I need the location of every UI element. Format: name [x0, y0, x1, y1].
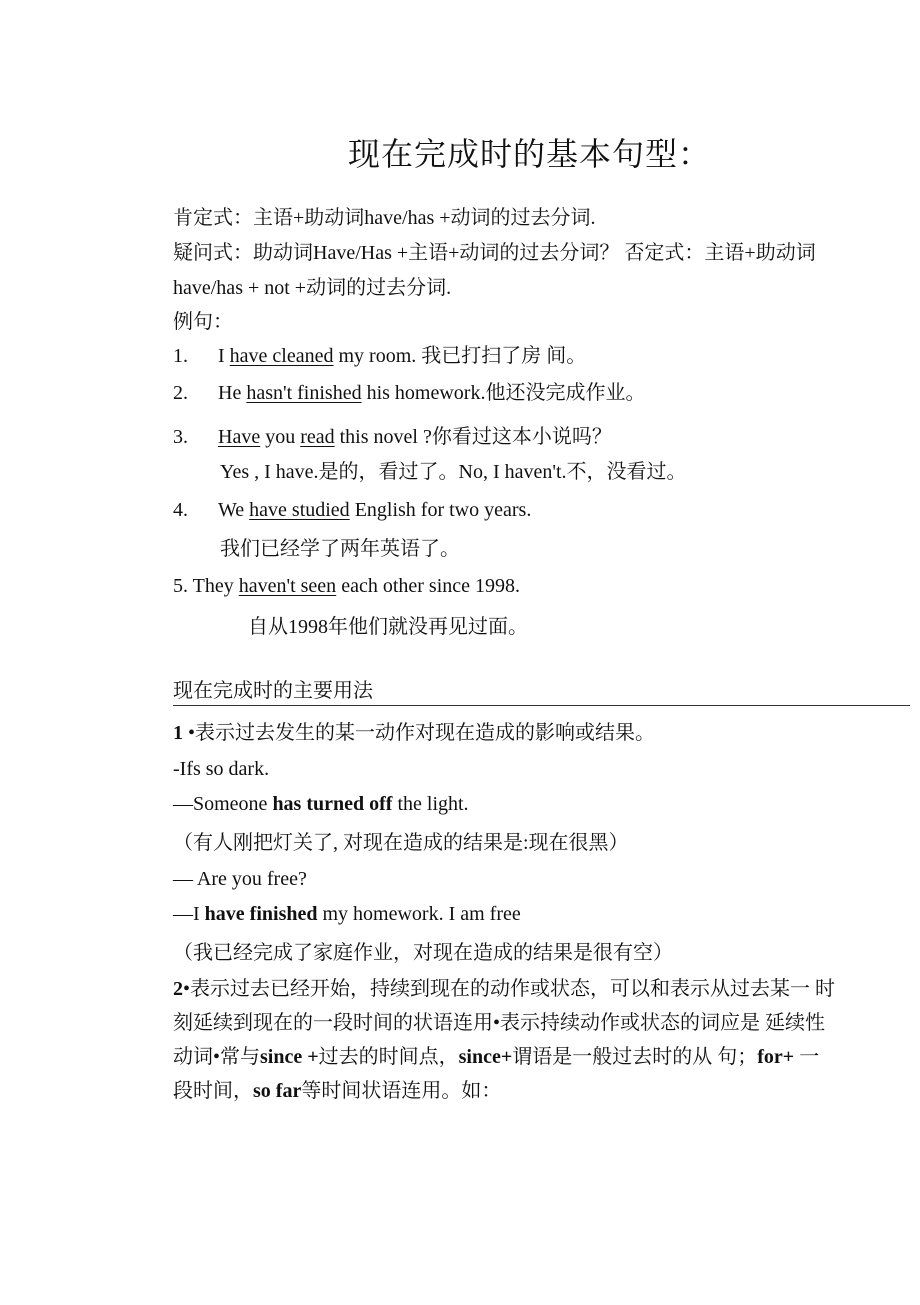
usage-2-line-4: 段时间，so far等时间状语连用。如：	[173, 1080, 502, 1102]
example-1: 1. I have cleaned my room. 我已打扫了房 间。	[173, 345, 587, 367]
usage-2-line-1: 2•表示过去已经开始，持续到现在的动作或状态，可以和表示从过去某一 时	[173, 978, 836, 1000]
dialog-note: （我已经完成了家庭作业，对现在造成的结果是很有空）	[173, 942, 673, 964]
usage-2-line-3: 动词•常与since +过去的时间点，since+谓语是一般过去时的从 句；for+ 一	[173, 1046, 820, 1068]
examples-label: 例句：	[173, 311, 233, 333]
example-4-translation: 我们已经学了两年英语了。	[220, 538, 460, 560]
example-4: 4. We have studied English for two years.	[173, 499, 532, 521]
example-3: 3. Have you read this novel ?你看过这本小说吗？	[173, 426, 612, 448]
usage-1: 1 •表示过去发生的某一动作对现在造成的影响或结果。	[173, 722, 656, 744]
dialog-line: —I have finished my homework. I am free	[173, 903, 521, 925]
example-3-answer: Yes , I have.是的，看过了。No, I haven't.不，没看过。	[220, 461, 687, 483]
dialog-line: — Are you free?	[173, 868, 307, 890]
question-pattern: 疑问式：助动词Have/Has +主语+动词的过去分词？ 否定式：主语+助动词	[173, 242, 816, 264]
dialog-note: （有人刚把灯关了, 对现在造成的结果是:现在很黑）	[173, 832, 629, 854]
affirmative-pattern: 肯定式：主语+助动词have/has +动词的过去分词.	[173, 207, 596, 229]
page-title: 现在完成时的基本句型：	[348, 135, 712, 173]
negative-pattern: have/has + not +动词的过去分词.	[173, 277, 452, 299]
dialog-line: -Ifs so dark.	[173, 758, 270, 780]
usage-2-line-2: 刻延续到现在的一段时间的状语连用•表示持续动作或状态的词应是 延续性	[173, 1012, 826, 1034]
usage-heading: 现在完成时的主要用法	[173, 680, 373, 702]
dialog-line: —Someone has turned off the light.	[173, 793, 469, 815]
example-2: 2. He hasn't finished his homework.他还没完成作业。	[173, 382, 646, 404]
example-5: 5. They haven't seen each other since 1998.	[173, 575, 521, 597]
heading-underline	[173, 705, 910, 706]
example-5-translation: 自从1998年他们就没再见过面。	[248, 616, 528, 638]
